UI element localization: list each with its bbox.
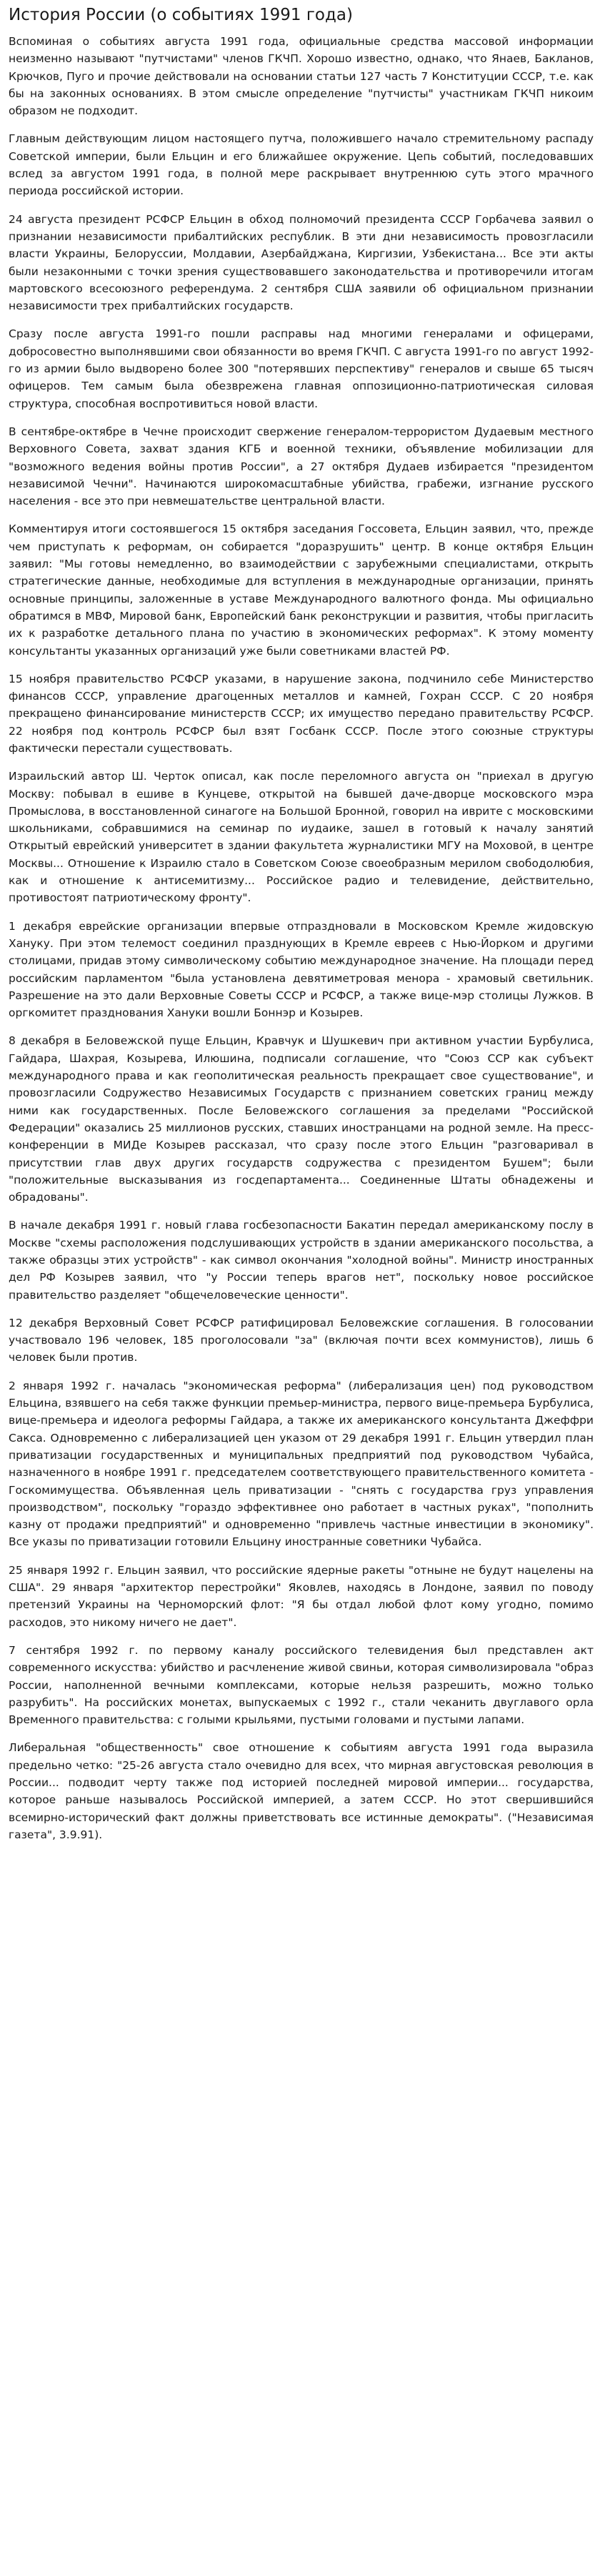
article-paragraph: Сразу после августа 1991-го пошли расправы над многими генералами и офицерами, добросовестно выполнявшими свои обязанности во время ГКЧП. С августа 1991-го по август 1992-го из армии было выдворено более 300 "потерявших перспективу" генералов и свыше 65 тысяч офицеров. Тем самым была обезврежена главная оппозиционно-патриотическая силовая структура, способная воспротивиться новой власти.	[9, 327, 594, 410]
article-paragraph: Либеральная "общественность" свое отношение к событиям августа 1991 года выразила предельно четко: "25-26 августа стало очевидно для всех, что мирная августовская революция в России... подводит черту также под историей последней мировой империи... государства, которое раньше называлось Российской империей, а затем СССР. Но этот свершившийся всемирно-исторический факт должны приветствовать все истинные демократы". ("Независимая газета", 3.9.91).	[9, 1741, 594, 1841]
article-paragraph: 7 сентября 1992 г. по первому каналу российского телевидения был представлен акт современного искусства: убийство и расчленение живой свиньи, которая символизировала "образ России, наполненной вечными комплексами, которые нельзя разрешить, можно только разрубить". На российских монетах, выпускаемых с 1992 г., стали чеканить двуглавого орла Временного правительства: с голыми крыльями, пустыми головами и пустыми лапами.	[9, 1643, 594, 1727]
article-paragraph: 8 декабря в Беловежской пуще Ельцин, Кравчук и Шушкевич при активном участии Бурбулиса, Гайдара, Шахрая, Козырева, Илюшина, подписали соглашение, что "Союз ССР как субъект международного права и как геополитическая реальность прекращает свое существование", и провозгласили Содружество Независимых Государств с признанием советских границ между ними как государственных. После Беловежского соглашения за пределами "Российской Федерации" оказались 25 миллионов русских, ставших иностранцами на родной земле. На пресс-конференции в МИДе Козырев рассказал, что сразу после этого Ельцин "разговаривал в присутствии глав двух других государств содружества с президентом Бушем"; были "положительные высказывания из госдепартамента... Соединенные Штаты обнадежены и обрадованы".	[9, 1034, 594, 1204]
article-paragraph: Главным действующим лицом настоящего путча, положившего начало стремительному распаду Советской империи, были Ельцин и его ближайшее окружение. Цепь событий, последовавших вслед за августом 1991 года, в полной мере раскрывает внутреннюю суть этого мрачного периода российской истории.	[9, 132, 594, 198]
article-paragraph: 25 января 1992 г. Ельцин заявил, что российские ядерные ракеты "отныне не будут нацелены на США". 29 января "архитектор перестройки" Яковлев, находясь в Лондоне, заявил по поводу претензий Украины на Черноморский флот: "Я бы отдал любой флот кому угодно, помимо расходов, это никому ничего не дает".	[9, 1563, 594, 1629]
article-paragraph: В начале декабря 1991 г. новый глава госбезопасности Бакатин передал американскому послу в Москве "схемы расположения подслушивающих устройств в здании американского посольства, а также образцы этих устройств" - как символ окончания "холодной войны". Министр иностранных дел РФ Козырев заявил, что "у России теперь врагов нет", поскольку новое российское правительство разделяет "общечеловеческие ценности".	[9, 1219, 594, 1302]
article-paragraph: 1 декабря еврейские организации впервые отпраздновали в Московском Кремле жидовскую Хануку. При этом телемост соединил празднующих в Кремле евреев с Нью-Йорком и другими столицами, придав этому символическому событию международное значение. На площади перед российским парламентом "была установлена девятиметровая менора - храмовый светильник. Разрешение на это дали Верховные Советы СССР и РСФСР, а также вице-мэр столицы Лужков. В оргкомитет празднования Хануки вошли Боннэр и Козырев.	[9, 919, 594, 1020]
article-paragraph: 2 января 1992 г. началась "экономическая реформа" (либерализация цен) под руководством Ельцина, взявшего на себя также функции премьер-министра, первого вице-премьера Бурбулиса, вице-премьера и идеолога реформы Гайдара, а также их американского консультанта Джеффри Сакса. Одновременно с либерализацией цен указом от 29 декабря 1991 г. Ельцин утвердил план приватизации государственных и муниципальных предприятий под руководством Чубайса, назначенного в ноябре 1991 г. председателем соответствующего правительственного комитета - Госкомимущества. Объявленная цель приватизации - "снять с государства груз управления производством", поскольку "гораздо эффективнее оно работает в частных руках", "пополнить казну от продажи предприятий" и одновременно "привлечь частные инвестиции в экономику". Все указы по приватизации готовили Ельцину иностранные советники Чубайса.	[9, 1379, 594, 1549]
article-paragraph: 15 ноября правительство РСФСР указами, в нарушение закона, подчинило себе Министерство финансов СССР, управление драгоценных металлов и камней, Гохран СССР. С 20 ноября прекращено финансирование министерств СССР; их имущество передано правительству РСФСР. 22 ноября под контроль РСФСР был взят Госбанк СССР. После этого союзные структуры фактически перестали существовать.	[9, 672, 594, 755]
page-title: История России (о событиях 1991 года)	[9, 6, 353, 24]
article-body	[9, 33, 594, 1843]
article-paragraph: Вспоминая о событиях августа 1991 года, официальные средства массовой информации неизменно называют "путчистами" членов ГКЧП. Хорошо известно, однако, что Янаев, Бакланов, Крючков, Пуго и прочие действовали на основании статьи 127 часть 7 Конституции СССР, т.е. как бы на законных основаниях. В этом смысле определение "путчисты" участникам ГКЧП никоим образом не подходит.	[9, 35, 594, 118]
article-paragraph: 12 декабря Верховный Совет РСФСР ратифицировал Беловежские соглашения. В голосовании участвовало 196 человек, 185 проголосовали "за" (включая почти всех коммунистов), лишь 6 человек были против.	[9, 1316, 594, 1364]
article-paragraph: Комментируя итоги состоявшегося 15 октября заседания Госсовета, Ельцин заявил, что, прежде чем приступать к реформам, он собирается "доразрушить" центр. В конце октября Ельцин заявил: "Мы готовы немедленно, во взаимодействии с зарубежными специалистами, открыть стратегические данные, необходимые для вступления в международные организации, принять основные принципы, заложенные в уставе Международного валютного фонда. Мы официально обратимся в МВФ, Мировой банк, Европейский банк реконструкции и развития, чтобы пригласить их к разработке детального плана по участию в экономических реформах". К этому моменту консультанты указанных организаций уже были советниками властей РФ.	[9, 522, 594, 658]
article-paragraph: В сентябре-октябре в Чечне происходит свержение генералом-террористом Дудаевым местного Верховного Совета, захват здания КГБ и военной техники, объявление мобилизации для "возможного ведения войны против России", а 27 октября Дудаев избирается "президентом независимой Чечни". Начинаются широкомасштабные убийства, грабежи, изгнание русского населения - все это при невмешательстве центральной власти.	[9, 425, 594, 508]
article-paragraph: Израильский автор Ш. Черток описал, как после переломного августа он "приехал в другую Москву: побывал в ешиве в Кунцеве, открытой на бывшей даче-дворце московского мэра Промыслова, в восстановленной синагоге на Большой Бронной, говорил на иврите с московскими школьниками, собравшимися на семинар по иудаике, зашел в готовый к началу занятий Открытый еврейский университет в здании факультета журналистики МГУ на Моховой, в центре Москвы... Отношение к Израилю стало в Советском Союзе своеобразным мерилом свободолюбия, как и отношение к антисемитизму... Российское радио и телевидение, действительно, противостоят патриотическому фронту".	[9, 770, 594, 905]
article-paragraph: 24 августа президент РСФСР Ельцин в обход полномочий президента СССР Горбачева заявил о признании независимости прибалтийских республик. В эти дни независимость провозгласили власти Украины, Белоруссии, Молдавии, Азербайджана, Киргизии, Узбекистана... Все эти акты были незаконными с точки зрения существовавшего законодательства и противоречили итогам мартовского всесоюзного референдума. 2 сентября США заявили об официальном признании независимости трех прибалтийских государств.	[9, 212, 594, 313]
